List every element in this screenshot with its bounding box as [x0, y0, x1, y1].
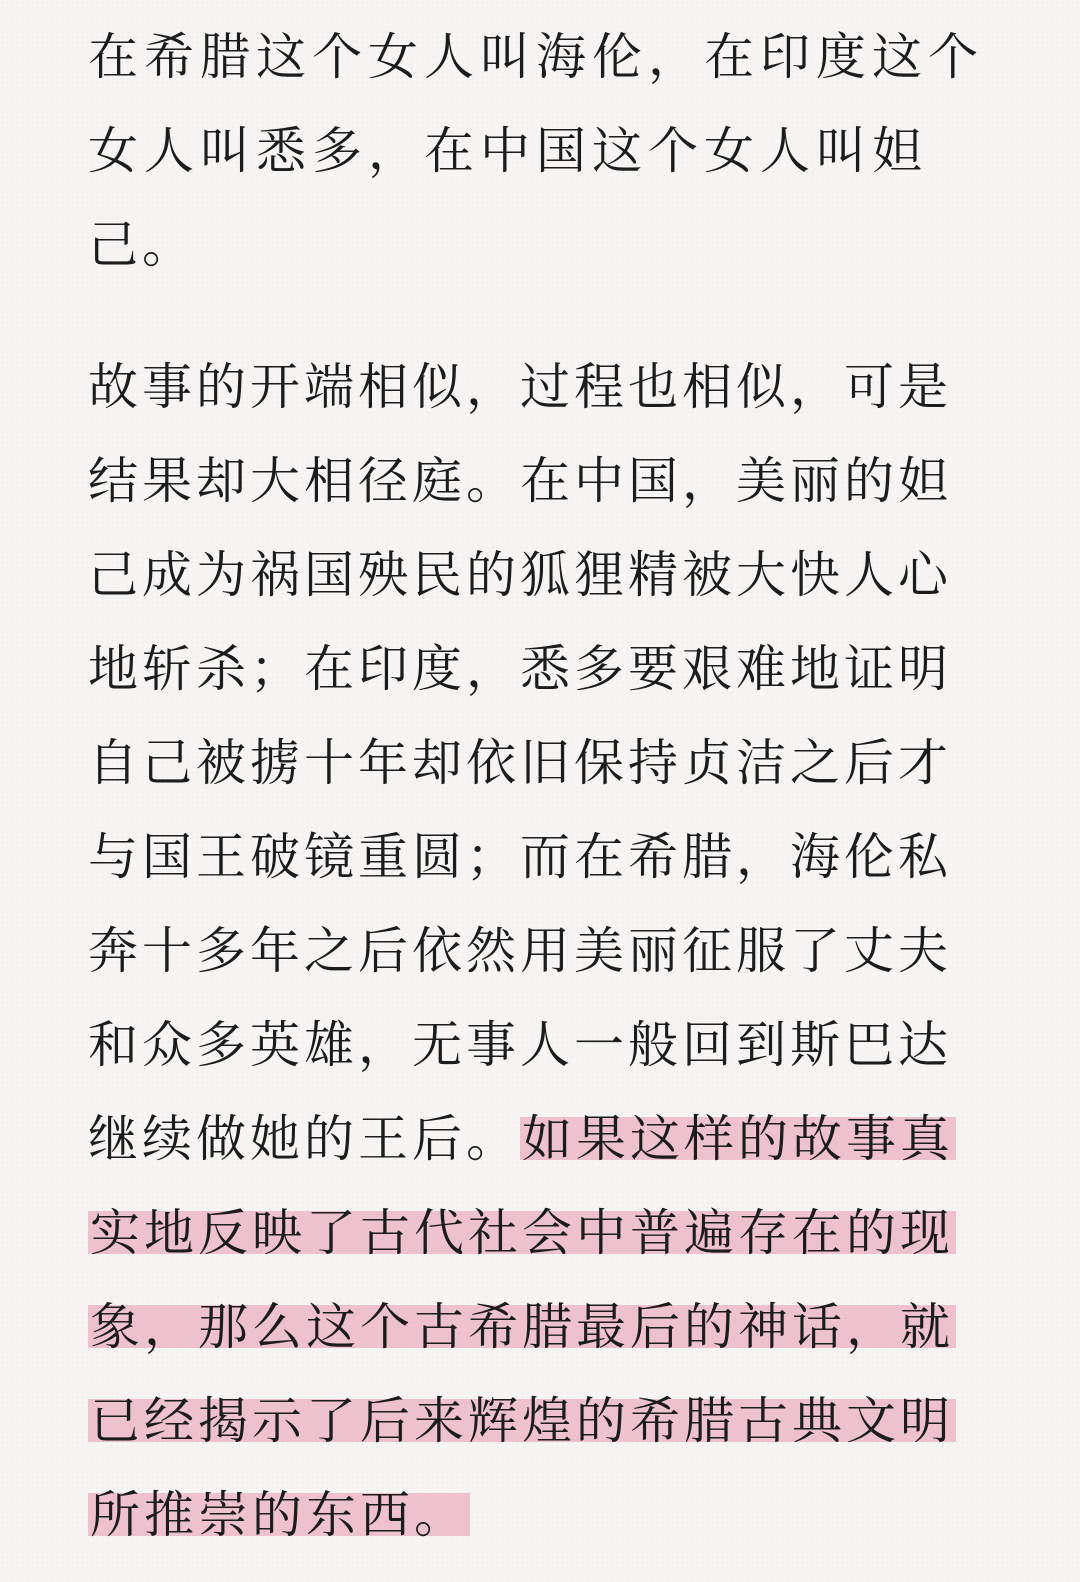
- text-line: 在希腊这个女人叫海伦，在印度这个: [88, 28, 984, 86]
- text-line: 和众多英雄，无事人一般回到斯巴达: [88, 1016, 952, 1074]
- highlighted-text-line: [88, 1280, 956, 1374]
- highlighted-text-line: [88, 1374, 956, 1468]
- highlighted-text-segment: 已经揭示了后来辉煌的希腊古典文明: [90, 1392, 954, 1450]
- highlighted-text-segment: 所推崇的东西。: [90, 1486, 468, 1544]
- plain-text-segment: 继续做她的王后。: [88, 1110, 520, 1168]
- text-line-mixed: [88, 1092, 956, 1186]
- text-line: 故事的开端相似，过程也相似，可是: [88, 358, 952, 416]
- text-line: 结果却大相径庭。在中国，美丽的妲: [88, 452, 952, 510]
- text-line: 己成为祸国殃民的狐狸精被大快人心: [88, 546, 952, 604]
- paragraph-1: [88, 10, 984, 292]
- text-line: 女人叫悉多，在中国这个女人叫妲: [88, 122, 928, 180]
- highlighted-text-segment: 象，那么这个古希腊最后的神话，就: [90, 1298, 954, 1356]
- highlighted-text-line: [88, 1186, 956, 1280]
- highlighted-text-segment: 实地反映了古代社会中普遍存在的现: [90, 1204, 954, 1262]
- highlighted-text-segment: 如果这样的故事真: [522, 1110, 954, 1168]
- highlighted-text-line: [88, 1468, 956, 1562]
- text-line: 地斩杀；在印度，悉多要艰难地证明: [88, 640, 952, 698]
- text-line: 自己被掳十年却依旧保持贞洁之后才: [88, 734, 952, 792]
- text-line: 己。: [88, 216, 196, 274]
- text-line: 与国王破镜重圆；而在希腊，海伦私: [88, 828, 952, 886]
- text-line: 奔十多年之后依然用美丽征服了丈夫: [88, 922, 952, 980]
- paragraph-2: [88, 340, 956, 1562]
